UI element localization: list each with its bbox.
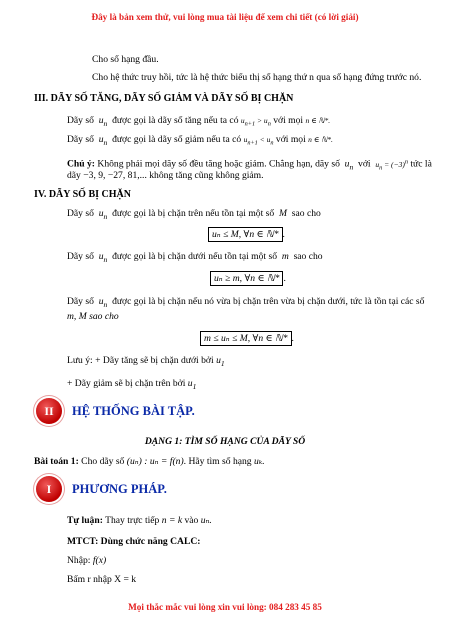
lower-bound-formula: uₙ ≥ m, ∀n ∈ ℕ* . xyxy=(210,273,286,285)
bai-toan-1: Bài toán 1: Cho dãy số (uₙ) : uₙ = f(n). Hãy tìm số hạng uₖ. xyxy=(34,456,265,467)
initial-term-line: Cho số hạng đầu. xyxy=(92,54,159,65)
recurrence-line: Cho hệ thức truy hồi, tức là hệ thức biểu thị số hạng thứ n qua số hạng đứng trước nó. xyxy=(92,72,422,83)
nhap-line: Nhập: f(x) xyxy=(67,555,107,566)
note-increasing: Lưu ý: + Dãy tăng sẽ bị chặn dưới bởi $u_1$ xyxy=(67,355,225,368)
upper-bounded-definition: Dãy số $u_n$ được gọi là bị chặn trên nếu tồn tại một số M sao cho xyxy=(67,208,321,221)
section-ii-badge: II xyxy=(36,398,62,424)
section-1-badge: I xyxy=(36,476,62,502)
bounded-formula: m ≤ uₙ ≤ M, ∀n ∈ ℕ* . xyxy=(200,333,294,345)
dang-1-heading: DẠNG 1: TÌM SỐ HẠNG CỦA DÃY SỐ xyxy=(144,436,306,447)
bounded-definition-line-2: m, M sao cho xyxy=(67,311,119,322)
mtct-line: MTCT: Dùng chức năng CALC: xyxy=(67,536,201,547)
note-decreasing: + Dãy giảm sẽ bị chặn trên bởi $u_1$ xyxy=(67,378,197,391)
upper-bound-formula: uₙ ≤ M, ∀n ∈ ℕ* . xyxy=(208,229,285,241)
section-ii-title: HỆ THỐNG BÀI TẬP. xyxy=(72,403,195,418)
tu-luan-line: Tự luận: Thay trực tiếp n = k vào uₙ. xyxy=(67,515,212,526)
section-iv-heading: IV. DÃY SỐ BỊ CHẶN xyxy=(34,189,131,200)
increasing-definition: Dãy số $u_n$ được gọi là dãy số tăng nếu ta có $u_{n+1} > u_n$ với mọi n ∈ ℕ*. xyxy=(67,115,331,128)
contact-banner: Mọi thắc mắc vui lòng xin vui lòng: 084 283 45 85 xyxy=(128,602,322,612)
note-line-1: Chú ý: Không phải mọi dãy số đều tăng hoặc giảm. Chẳng hạn, dãy số $u_n$ với $u_n = (-3)^n$ tức là xyxy=(67,158,432,172)
lower-bounded-definition: Dãy số $u_n$ được gọi là bị chặn dưới nếu tồn tại một số m sao cho xyxy=(67,251,323,264)
section-ii-header xyxy=(36,398,195,424)
section-iii-heading: III. DÃY SỐ TĂNG, DÃY SỐ GIẢM VÀ DÃY SỐ BỊ CHẶN xyxy=(34,93,294,104)
bam-line: Bấm r nhập X = k xyxy=(67,574,137,585)
bounded-definition: Dãy số $u_n$ được gọi là bị chặn nếu nó vừa bị chặn trên vừa bị chặn dưới, tức là tồn tại các số xyxy=(67,296,425,309)
preview-banner: Đây là bản xem thử, vui lòng mua tài liệu để xem chi tiết (có lời giải) xyxy=(91,12,359,22)
section-1-header xyxy=(36,476,167,502)
note-line-2: dãy −3, 9, −27, 81,... không tăng cũng không giảm. xyxy=(67,170,264,181)
section-1-title: PHƯƠNG PHÁP. xyxy=(72,481,167,496)
decreasing-definition: Dãy số $u_n$ được gọi là dãy số giảm nếu ta có $u_{n+1} < u_n$ với mọi n ∈ ℕ*. xyxy=(67,134,333,147)
